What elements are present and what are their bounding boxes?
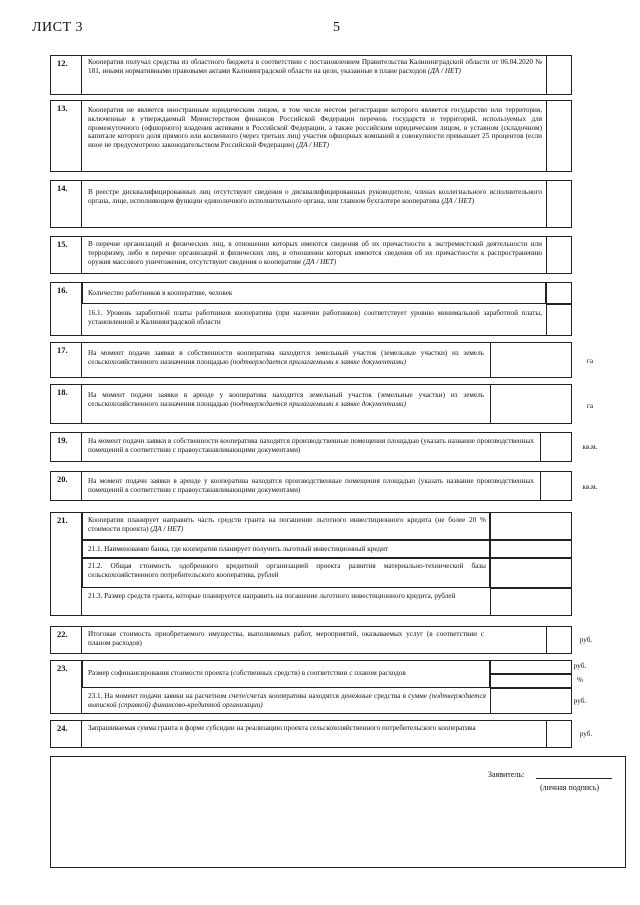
item-19-number: 19. — [57, 435, 68, 445]
item-18-number: 18. — [57, 387, 68, 397]
item-16-number: 16. — [57, 285, 68, 295]
page-number: 5 — [333, 20, 340, 35]
item-21-3-text: 21.3. Размер средств гранта, которые планируется направить на погашение льготного инвестиционного кредита, рублей — [88, 592, 456, 600]
item-23-unit-rub: руб. — [573, 662, 587, 670]
item-24-number: 24. — [57, 723, 68, 733]
item-13-answer[interactable] — [546, 100, 572, 172]
item-21-3-answer[interactable] — [490, 588, 572, 616]
item-19-value[interactable] — [540, 432, 572, 462]
signature-box — [50, 756, 626, 868]
item-24-unit: руб. — [579, 730, 593, 738]
item-23-number: 23. — [57, 663, 68, 673]
item-22-unit: руб. — [579, 636, 593, 644]
item-22-text: Итоговая стоимость приобретаемого имущества, выполняемых работ, мероприятий, оказываемых услуг (в соответствии с планом расходов) — [88, 630, 484, 647]
item-14-text: В реестре дисквалифицированных лиц отсутствуют сведения о дисквалифицированных руководителе, членах коллегиального исполнительного органа, лице, исполняющем функции единоличного исполнительного органа, или главном бухгалтере кооператива (ДА / НЕТ) — [88, 188, 542, 205]
item-20-value[interactable] — [540, 471, 572, 501]
item-17-note: (подтверждается прилагаемыми к заявке документами) — [230, 357, 406, 366]
signature-line[interactable] — [536, 778, 612, 779]
item-12-answer[interactable] — [546, 55, 572, 95]
item-21-2-answer[interactable] — [490, 558, 572, 588]
item-18-value[interactable] — [490, 384, 572, 424]
item-12-number: 12. — [57, 58, 68, 68]
item-21-text: Кооператив планирует направить часть средств гранта на погашение льготного инвестиционного кредита (не более 20 % стоимости проекта) (ДА / НЕТ) — [88, 516, 486, 533]
item-16-answer[interactable] — [546, 282, 572, 304]
item-18-unit: га — [586, 402, 594, 410]
item-13-number: 13. — [57, 103, 68, 113]
sheet-label: ЛИСТ 3 — [32, 20, 83, 35]
item-23-1-text: 23.1. На момент подачи заявки на расчетном счете/счетах кооператива находятся денежные средства в сумме (подтверждается выпиской (справкой) финансово-кредитной организации) — [88, 692, 487, 709]
item-17-text: На момент подачи заявки в собственности кооператива находится земельный участок (земельные участки) из земель сельскохозяйственного назначения площадью (подтверждается прилагаемыми к заявке документами) — [88, 349, 484, 366]
item-19-text: На момент подачи заявки в собственности кооператива находятся производственные помещения площадью (указать название производственных помещений в соответствии с правоустанавливающими документами) — [88, 437, 534, 454]
item-15-answer[interactable] — [546, 236, 572, 274]
item-20-unit: кв.м. — [582, 483, 598, 491]
item-17-value[interactable] — [490, 342, 572, 378]
signature-caption: (личная подпись) — [540, 783, 600, 792]
item-16-1-text: 16.1. Уровень заработной платы работников кооператива (при наличии работников) соответствует уровню минимальной заработной платы, установленной в Калининградской области — [88, 309, 542, 326]
item-15-number: 15. — [57, 239, 68, 249]
item-21-num-cell — [50, 512, 82, 616]
item-15-mark: (ДА / НЕТ) — [303, 257, 337, 266]
item-21-2-text: 21.2. Общая стоимость одобренного кредитной организацией проекта развития материально-технической базы сельскохозяйственного потребительского кооператива, рублей — [88, 562, 486, 579]
item-18-note: (подтверждается прилагаемыми к заявке документами) — [230, 399, 406, 408]
item-17-number: 17. — [57, 345, 68, 355]
applicant-label: Заявитель: — [488, 770, 525, 779]
item-20-text: На момент подачи заявки в аренде у кооператива находятся производственные помещения площадью (указать название производственных помещений в соответствии с правоустанавливающими документами) — [88, 477, 534, 494]
item-21-1-answer[interactable] — [490, 540, 572, 558]
item-21-answer[interactable] — [490, 512, 572, 540]
item-14-mark: (ДА / НЕТ) — [441, 196, 475, 205]
item-14-number: 14. — [57, 183, 68, 193]
item-21-1-text: 21.1. Наименование банка, где кооператив планирует получить льготный инвестиционный кредит — [88, 545, 389, 553]
item-21-number: 21. — [57, 515, 68, 525]
item-21-mark: (ДА / НЕТ) — [150, 524, 184, 533]
item-15-text: В перечне организаций и физических лиц, в отношении которых имеются сведения об их причастности к экстремистской деятельности или терроризму, либо в перечне организаций и физических лиц, в отношении которых имеются сведения об их причастности к распространению оружия массового уничтожения, отсутствуют сведения о кооперативе (ДА / НЕТ) — [88, 240, 542, 266]
item-23-unit-percent: % — [577, 676, 583, 684]
item-20-number: 20. — [57, 474, 68, 484]
item-19-unit: кв.м. — [582, 443, 598, 451]
item-16-text: Количество работников в кооперативе, человек — [88, 289, 233, 297]
item-23-text: Размер софинансирования стоимости проекта (собственных средств) в соответствии с планом расходов — [88, 669, 406, 677]
item-22-number: 22. — [57, 629, 68, 639]
item-18-text: На момент подачи заявки в аренде у кооператива находится земельный участок (земельные участки) из земель сельскохозяйственного назначения площадью (подтверждается прилагаемыми к заявке документами) — [88, 391, 484, 408]
item-16-1-answer[interactable] — [546, 304, 572, 336]
item-17-unit: га — [586, 357, 594, 365]
item-24-text: Запрашиваемая сумма гранта в форме субсидии на реализацию проекта сельскохозяйственного потребительского кооператива — [88, 724, 476, 732]
item-23-1-unit: руб. — [573, 697, 587, 705]
item-13-text: Кооператив не является иностранным юридическим лицом, в том числе местом регистрации которого является государство или территория, включенные в утверждаемый Министерством финансов Российской Федерации перечень государств и территорий, используемых для промежуточного (офшорного) владения активами в Российской Федерации, а также российским юридическим лицом, в уставном (складочном) капитале которого доля прямого или косвенного (через третьих лиц) участия офшорных компаний в совокупности превышает 25 процентов (если иное не предусмотрено законодательством Российской Федерации) (ДА / НЕТ) — [88, 106, 542, 150]
item-23-1-note: (подтверждается выпиской (справкой) финансово-кредитной организации) — [88, 692, 487, 709]
item-12-text: Кооператив получал средства из областного бюджета в соответствии с постановлением Правительства Калининградской области от 06.04.2020 № 181, иными нормативными правовыми актами Калининградской области на цели, указанные в плане расходов (ДА / НЕТ) — [88, 58, 542, 75]
item-13-mark: (ДА / НЕТ) — [296, 141, 330, 150]
item-14-answer[interactable] — [546, 180, 572, 228]
item-12-mark: (ДА / НЕТ) — [427, 66, 461, 75]
